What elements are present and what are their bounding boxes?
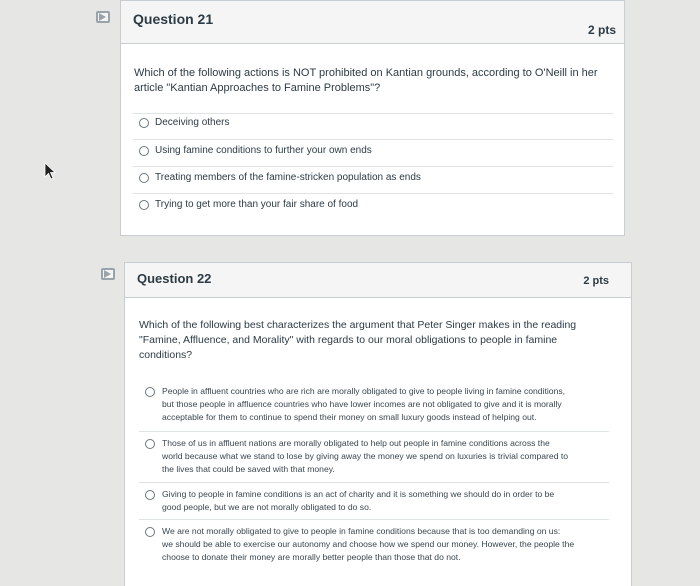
option-line: We are not morally obligated to give to people in famine conditions because that is too demanding on us: [162, 526, 561, 536]
q22-option-3[interactable] [145, 488, 625, 514]
divider [139, 482, 609, 483]
question-22-title: Question 22 [137, 271, 212, 286]
radio-button[interactable] [139, 118, 149, 128]
option-label [162, 385, 565, 424]
q22-option-2[interactable] [145, 437, 625, 476]
question-22-points: 2 pts [583, 275, 609, 287]
option-line: Giving to people in famine conditions is an act of charity and it is something we should do in order to be [162, 489, 555, 499]
q21-option-4[interactable] [139, 199, 358, 210]
question-22-prompt [139, 318, 629, 363]
question-21-points: 2 pts [587, 23, 616, 37]
radio-button[interactable] [145, 490, 155, 500]
option-line: world because what we stand to lose by giving away the money we spend on luxuries is trivial compared to [162, 451, 569, 461]
option-line: we should be able to exercise our autonomy and choose how we spend our money. However, the people the [162, 539, 575, 549]
option-line: but those people in affluence countries who have lower incomes are not obligated to give and it is morally [162, 399, 562, 409]
question-21-card [120, 0, 625, 236]
option-label [162, 525, 574, 564]
question-21-prompt-line: Which of the following actions is NOT prohibited on Kantian grounds, according to O'Neill in her [134, 67, 598, 79]
option-label: Using famine conditions to further your own ends [155, 145, 372, 156]
divider [133, 193, 613, 194]
option-label: Trying to get more than your fair share of food [155, 199, 359, 210]
question-21-title: Question 21 [133, 11, 214, 27]
question-22-prompt-line: Which of the following best characterizes the argument that Peter Singer makes in the reading [139, 319, 577, 331]
option-line: good people, but we are not morally obligated to do so. [162, 502, 372, 512]
option-line: choose to donate their money are morally better people than those that do not. [162, 552, 461, 562]
option-line: Those of us in affluent nations are morally obligated to help out people in famine conditions across the [162, 438, 550, 448]
option-line: People in affluent countries who are rich are morally obligated to give to people living in famine conditions, [162, 386, 566, 396]
radio-button[interactable] [145, 439, 155, 449]
question-21-header [121, 1, 624, 44]
question-21-prompt [134, 66, 619, 96]
mouse-cursor-icon [44, 162, 58, 180]
q21-option-3[interactable] [139, 172, 421, 183]
q22-option-4[interactable] [145, 525, 625, 564]
divider [133, 113, 613, 114]
option-label: Treating members of the famine-stricken population as ends [155, 172, 421, 183]
radio-button[interactable] [139, 146, 149, 156]
question-21-prompt-line: article "Kantian Approaches to Famine Problems"? [134, 82, 381, 94]
option-label [162, 437, 568, 476]
option-label: Deceiving others [155, 117, 230, 128]
option-label [162, 488, 554, 514]
option-line: the lives that could be saved with that money. [162, 464, 335, 474]
question-22-prompt-line: conditions? [139, 349, 193, 361]
flag-question-21-icon[interactable] [96, 11, 110, 23]
question-22-card [124, 262, 632, 586]
radio-button[interactable] [145, 527, 155, 537]
divider [133, 139, 613, 140]
divider [139, 519, 609, 520]
radio-button[interactable] [145, 387, 155, 397]
option-line: acceptable for them to continue to spend their money on small luxury goods instead of helping out. [162, 412, 537, 422]
divider [139, 431, 609, 432]
q22-option-1[interactable] [145, 385, 625, 424]
question-22-prompt-line: "Famine, Affluence, and Morality" with regards to our moral obligations to people in famine [139, 334, 558, 346]
divider [133, 166, 613, 167]
question-22-header [125, 263, 631, 298]
radio-button[interactable] [139, 173, 149, 183]
q21-option-2[interactable] [139, 145, 372, 156]
flag-question-22-icon[interactable] [101, 268, 115, 280]
q21-option-1[interactable] [139, 117, 229, 128]
radio-button[interactable] [139, 200, 149, 210]
